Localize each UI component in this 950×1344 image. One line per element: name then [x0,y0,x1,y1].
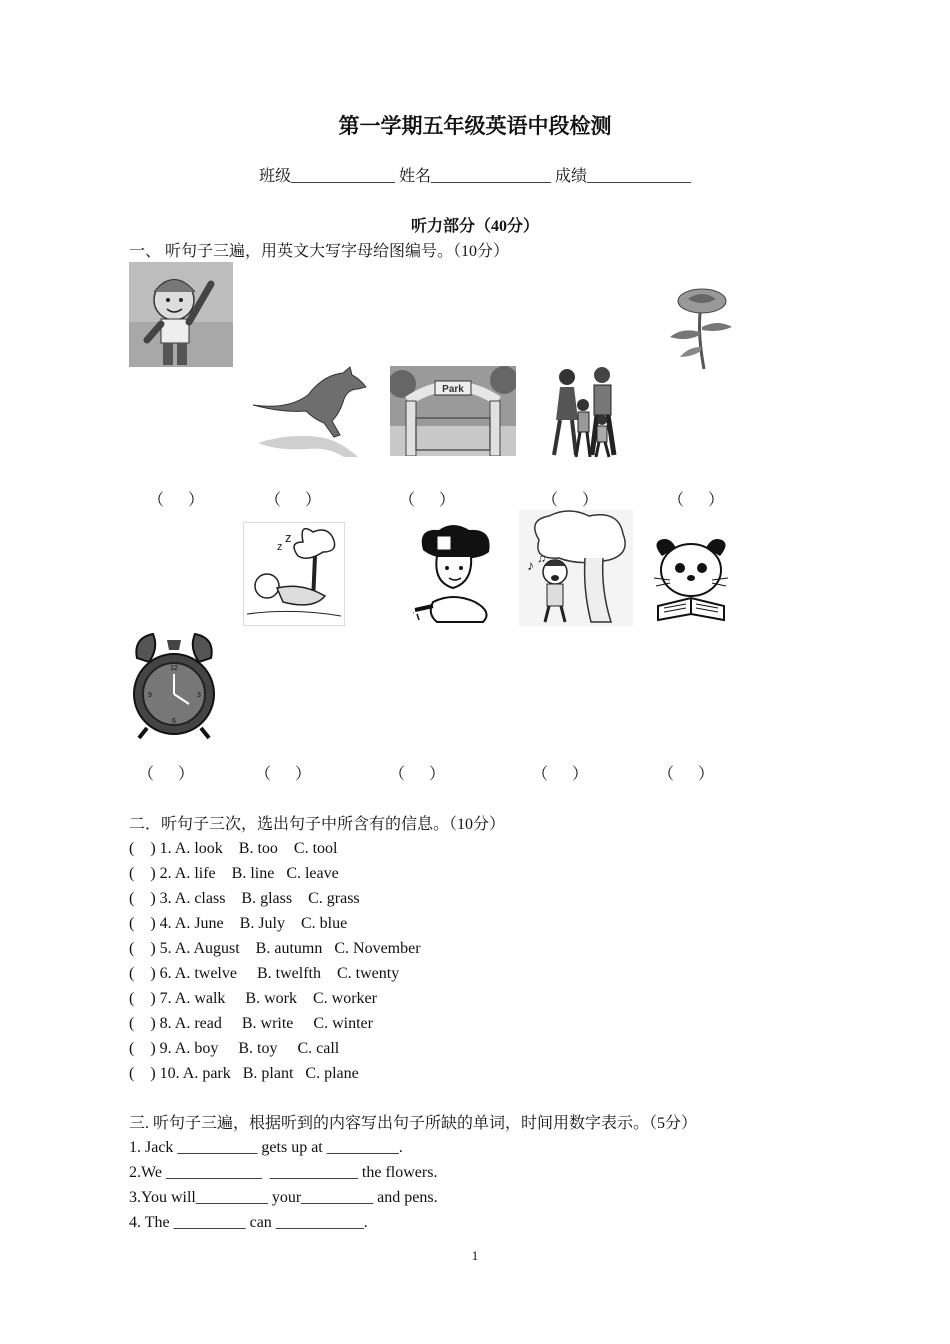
svg-text:9: 9 [148,692,152,699]
svg-text:♫: ♫ [537,551,546,565]
answer-paren-5[interactable]: （ ） [668,492,725,509]
section2-question-list [129,836,421,1086]
section1-heading: 一、 听句子三遍，用英文大写字母给图编号。（10分） [129,243,510,260]
alarm-clock-picture [129,628,219,740]
page-number: 1 [471,1248,479,1263]
fill-blank-item[interactable]: 3.You will_________ your_________ and pens. [129,1189,438,1206]
question-item[interactable]: ( ) 9. A. boy B. toy C. call [129,1040,340,1057]
question-item[interactable]: ( ) 10. A. park B. plant C. plane [129,1065,359,1082]
firefighter-picture [413,522,499,624]
question-item[interactable]: ( ) 8. A. read B. write C. winter [129,1015,373,1032]
answer-paren-8[interactable]: （ ） [389,766,446,783]
page-title: 第一学期五年级英语中段检测 [338,114,612,138]
svg-text:12: 12 [170,665,178,672]
answer-paren-4[interactable]: （ ） [542,492,599,509]
answer-paren-7[interactable]: （ ） [255,766,312,783]
answer-paren-1[interactable]: （ ） [148,492,205,509]
svg-text:3: 3 [197,692,201,699]
svg-text:z: z [277,541,283,553]
section3-fill-list [129,1135,438,1235]
family-walking-picture [540,365,630,463]
boy-waving-picture [129,262,233,367]
svg-text:6: 6 [172,718,176,725]
section3-heading: 三. 听句子三遍，根据听到的内容写出句子所缺的单词，时间用数字表示。（5分） [129,1115,698,1132]
answer-paren-2[interactable]: （ ） [265,492,322,509]
question-item[interactable]: ( ) 5. A. August B. autumn C. November [129,940,421,957]
listening-heading: 听力部分（40分） [410,218,539,235]
answer-paren-3[interactable]: （ ） [399,492,456,509]
svg-text:♪: ♪ [527,557,534,573]
rose-picture [660,287,735,372]
svg-text:z: z [285,530,292,545]
question-item[interactable]: ( ) 6. A. twelve B. twelfth C. twenty [129,965,400,982]
section2-heading: 二．听句子三次，选出句子中所含有的信息。（10分） [129,816,506,833]
question-item[interactable]: ( ) 7. A. walk B. work C. worker [129,990,377,1007]
fill-blank-item[interactable]: 4. The _________ can ___________. [129,1214,368,1231]
answer-paren-6[interactable]: （ ） [138,766,195,783]
kangaroo-picture [248,365,374,463]
fill-blank-item[interactable]: 2.We ____________ ___________ the flowers. [129,1164,438,1181]
answer-paren-10[interactable]: （ ） [658,766,715,783]
boy-singing-picture [519,510,633,626]
fill-blank-item[interactable]: 1. Jack __________ gets up at _________. [129,1139,403,1156]
question-item[interactable]: ( ) 2. A. life B. line C. leave [129,865,339,882]
question-item[interactable]: ( ) 3. A. class B. glass C. grass [129,890,360,907]
question-item[interactable]: ( ) 1. A. look B. too C. tool [129,840,338,857]
student-info-line: 班级_____________ 姓名_______________ 成绩_____________ [258,168,691,185]
svg-text:Park: Park [442,384,464,395]
park-gate-picture [390,366,516,456]
boy-sleeping-picture [243,522,345,626]
question-item[interactable]: ( ) 4. A. June B. July C. blue [129,915,348,932]
dog-reading-picture [650,536,732,622]
answer-paren-9[interactable]: （ ） [532,766,589,783]
